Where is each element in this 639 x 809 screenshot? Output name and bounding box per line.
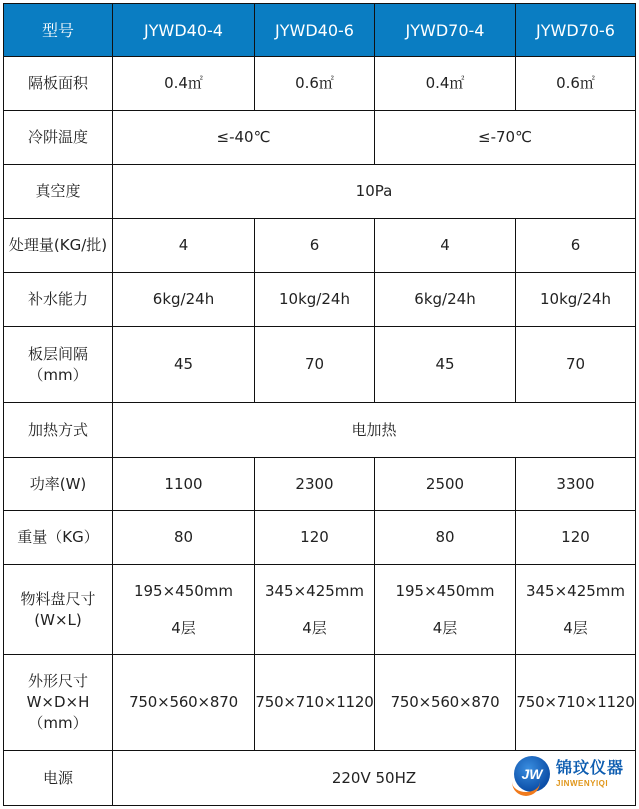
row-dimensions [4,655,636,751]
row-label: 补水能力 [4,273,113,327]
cell-value [113,565,255,655]
row-shelf-spacing [4,327,636,403]
row-tray-size [4,565,636,655]
cell-value [375,565,516,655]
brand-logo [514,751,634,797]
row-weight [4,511,636,565]
cell-value: 750×560×870 [375,655,516,751]
model-header-label: 型号 [4,4,113,57]
cell-value: 4 [375,219,516,273]
row-label-unit: （mm） [28,365,88,384]
cell-value: 10kg/24h [255,273,375,327]
row-label-unit: （mm） [28,714,88,732]
cell-value: 0.6㎡ [516,57,636,111]
row-power [4,458,636,511]
row-label [4,565,113,655]
row-label-line: 板层间隔 [27,344,88,363]
tray-size: 195×450mm [133,581,234,600]
cell-value: 6 [516,219,636,273]
cell-value: 750×710×1120 [255,655,375,751]
row-capacity [4,219,636,273]
cell-value: 220V 50HZ [113,751,636,806]
tray-layers: 4层 [302,618,327,637]
cell-value: 2500 [375,458,516,511]
model-name: JYWD40-6 [255,4,375,57]
cell-value: 10kg/24h [516,273,636,327]
cell-value: 10Pa [113,165,636,219]
tray-size: 345×425mm [264,581,365,600]
cell-value: 70 [516,327,636,403]
row-vacuum [4,165,636,219]
model-name: JYWD40-4 [113,4,255,57]
tray-layers: 4层 [563,618,588,637]
logo-badge-icon [514,756,550,792]
cell-value: 6 [255,219,375,273]
logo-text [556,758,624,790]
cell-value: 45 [375,327,516,403]
cell-value: 3300 [516,458,636,511]
cell-value: 2300 [255,458,375,511]
tray-size: 195×450mm [395,581,495,600]
logo-swoosh-icon [512,782,540,796]
cell-value: ≤-70℃ [375,111,636,165]
row-trap-temp [4,111,636,165]
cell-value: 1100 [113,458,255,511]
row-shelf-area [4,57,636,111]
row-label: 隔板面积 [4,57,113,111]
model-name: JYWD70-6 [516,4,636,57]
cell-value: ≤-40℃ [113,111,375,165]
tray-size: 345×425mm [525,581,626,600]
row-label-unit: (W×L) [34,610,82,629]
cell-value: 0.6㎡ [255,57,375,111]
cell-value: 45 [113,327,255,403]
row-label [4,327,113,403]
row-label [4,655,113,751]
row-label-line: W×D×H [26,693,90,711]
cell-value: 750×710×1120 [516,655,636,751]
cell-value: 电加热 [113,403,636,458]
cell-value [255,565,375,655]
row-label-line: 外形尺寸 [27,672,88,690]
cell-value: 0.4㎡ [113,57,255,111]
cell-value: 0.4㎡ [375,57,516,111]
cell-value [516,565,636,655]
row-label: 功率(W) [4,458,113,511]
row-label: 真空度 [4,165,113,219]
cell-value: 6kg/24h [113,273,255,327]
spec-table [3,3,636,806]
logo-name-en: JINWENYIQI [556,779,609,788]
tray-layers: 4层 [432,618,458,637]
cell-value: 80 [113,511,255,565]
row-label: 加热方式 [4,403,113,458]
cell-value: 6kg/24h [375,273,516,327]
logo-badge-text: JW [521,766,543,782]
row-label-line: 物料盘尺寸 [20,589,96,608]
model-name: JYWD70-4 [375,4,516,57]
row-water-capture [4,273,636,327]
cell-value: 4 [113,219,255,273]
row-heating [4,403,636,458]
row-label: 电源 [4,751,113,806]
cell-value: 80 [375,511,516,565]
row-label: 冷阱温度 [4,111,113,165]
cell-value: 120 [516,511,636,565]
header-row [4,4,636,57]
tray-layers: 4层 [171,618,196,637]
cell-value: 750×560×870 [113,655,255,751]
row-label: 重量（KG） [4,511,113,565]
logo-name-cn: 锦玟仪器 [556,758,625,777]
cell-value: 70 [255,327,375,403]
cell-value: 120 [255,511,375,565]
row-label: 处理量(KG/批) [4,219,113,273]
